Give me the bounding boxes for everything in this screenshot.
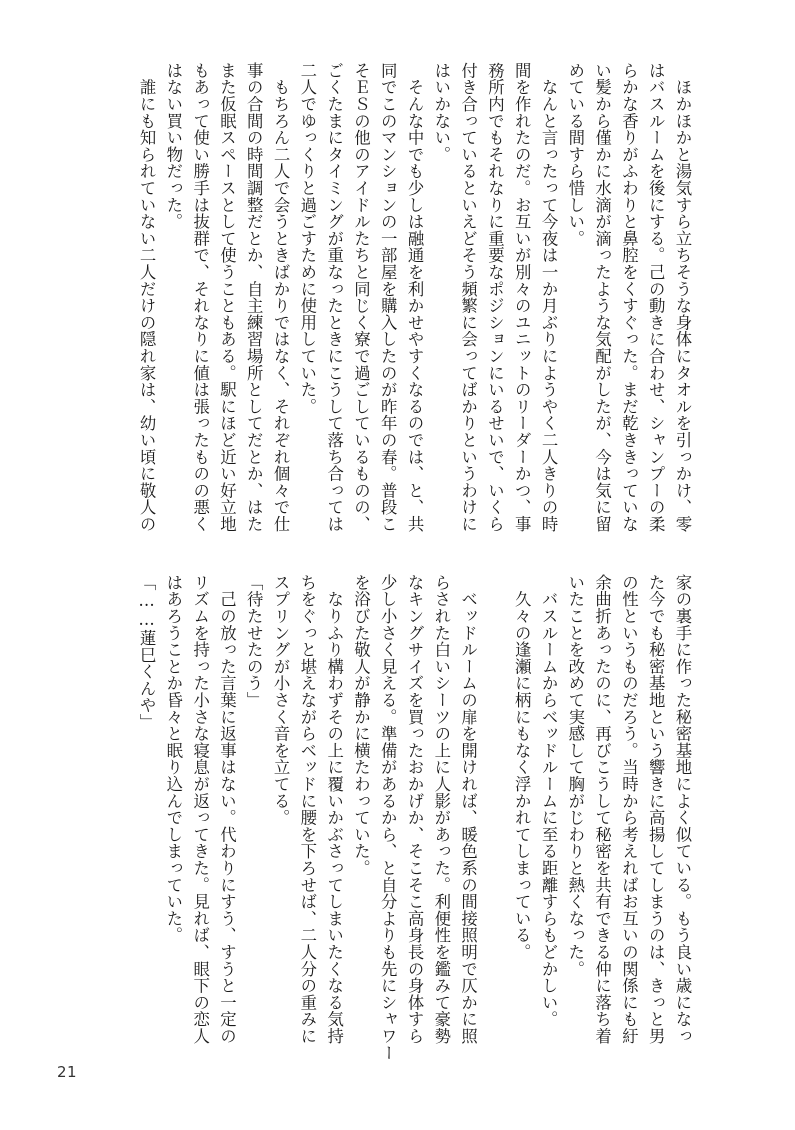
- text-line: 久々の逢瀬に柄にもなく浮かれてしまっている。: [512, 574, 532, 961]
- text-line: 家の裏手に作った秘密基地によく似ている。もう良い歳になっ: [673, 574, 692, 1045]
- upper-text-block: [132, 62, 695, 552]
- text-line: 付き合っているといえどそう頻繁に会ってばかりというわけに: [458, 62, 478, 533]
- text-line: もちろん二人で会うときばかりではなく、それぞれ個々で仕: [271, 62, 291, 533]
- text-line: た今でも秘密基地という響きに高揚してしまうのは、きっと男: [646, 574, 666, 1045]
- text-line: 間を作れたのだ。お互いが別々のユニットのリーダーかつ、事: [512, 62, 532, 533]
- text-line: 誰にも知られていない二人だけの隠れ家は、幼い頃に敬人の: [137, 62, 157, 533]
- text-line: なりふり構わずその上に覆いかぶさってしまいたくなる気持: [324, 574, 344, 1045]
- text-line: いたことを改めて実感して胸がじわりと熱くなった。: [565, 574, 585, 978]
- text-line: 同でこのマンションの一部屋を購入したのが昨年の春。普段こ: [378, 62, 398, 533]
- text-line: 「待たせたのう」: [244, 574, 264, 709]
- text-line: ちをぐっと堪えながらベッドに腰を下ろせば、二人分の重みに: [297, 574, 317, 1045]
- text-line: ごくたまにタイミングが重なったときにこうして落ち合っては: [324, 62, 344, 533]
- text-line: 事の合間の時間調整だとか、自主練習場所としてだとか、はた: [244, 62, 264, 533]
- text-line: はない買い物だった。: [163, 62, 183, 230]
- text-line: はあろうことか昏々と眠り込んでしまっていた。: [163, 574, 183, 944]
- text-line: の性というものだろう。当時から考えればお互いの関係にも紆: [619, 574, 639, 1045]
- lower-text-block: [132, 574, 695, 1064]
- text-line: はバスルームを後にする。己の動きに合わせ、シャンプーの柔: [646, 62, 666, 533]
- text-line: を浴びた敬人が静かに横たわっていた。: [351, 574, 371, 877]
- text-line: 少し小さく見える。準備があるから、と自分よりも先にシャワー: [378, 574, 398, 1062]
- text-line: なんと言ったって今夜は一か月ぶりにようやく二人きりの時: [539, 62, 559, 533]
- text-line: ベッドルームの扉を開ければ、暖色系の間接照明で仄かに照: [458, 574, 478, 1045]
- text-line: もあって使い勝手は抜群で、それなりに値は張ったものの悪く: [190, 62, 210, 533]
- text-line: らかな香りがふわりと鼻腔をくすぐった。まだ乾ききっていな: [619, 62, 639, 533]
- text-line: [481, 574, 508, 1064]
- text-line: めている間すら惜しい。: [565, 62, 585, 247]
- text-line: スプリングが小さく音を立てる。: [271, 574, 291, 826]
- text-line: 二人でゆっくりと過ごすために使用していた。: [297, 62, 317, 415]
- text-line: リズムを持った小さな寝息が返ってきた。見れば、眼下の恋人: [190, 574, 210, 1045]
- text-line: また仮眠スペースとして使うこともある。駅にほど近い好立地: [217, 62, 237, 533]
- text-line: なキングサイズを買ったおかげか、そこそこ高身長の身体すら: [405, 574, 425, 1045]
- text-line: そんな中でも少しは融通を利かせやすくなるのでは、と、共: [405, 62, 425, 533]
- page-number: 21: [57, 1063, 78, 1081]
- text-line: 余曲折あったのに、再びこうして秘密を共有できる仲に落ち着: [592, 574, 612, 1045]
- text-line: 「……蓮巳くんや」: [137, 574, 157, 731]
- text-line: そＥＳの他のアイドルたちと同じく寮で過ごしているものの、: [351, 62, 371, 533]
- text-line: らされた白いシーツの上に人影があった。利便性を鑑みて豪勢: [431, 574, 451, 1045]
- text-line: ほかほかと湯気すら立ちそうな身体にタオルを引っかけ、零: [673, 62, 692, 533]
- text-line: 務所内でもそれなりに重要なポジションにいるせいで、いくら: [485, 62, 505, 533]
- text-line: い髪から僅かに水滴が滴ったような気配がしたが、今は気に留: [592, 62, 612, 533]
- text-line: 己の放った言葉に返事はない。代わりにすう、すうと一定の: [217, 574, 237, 1045]
- text-line: バスルームからベッドルームに至る距離すらもどかしい。: [539, 574, 559, 1028]
- text-line: はいかない。: [431, 62, 451, 163]
